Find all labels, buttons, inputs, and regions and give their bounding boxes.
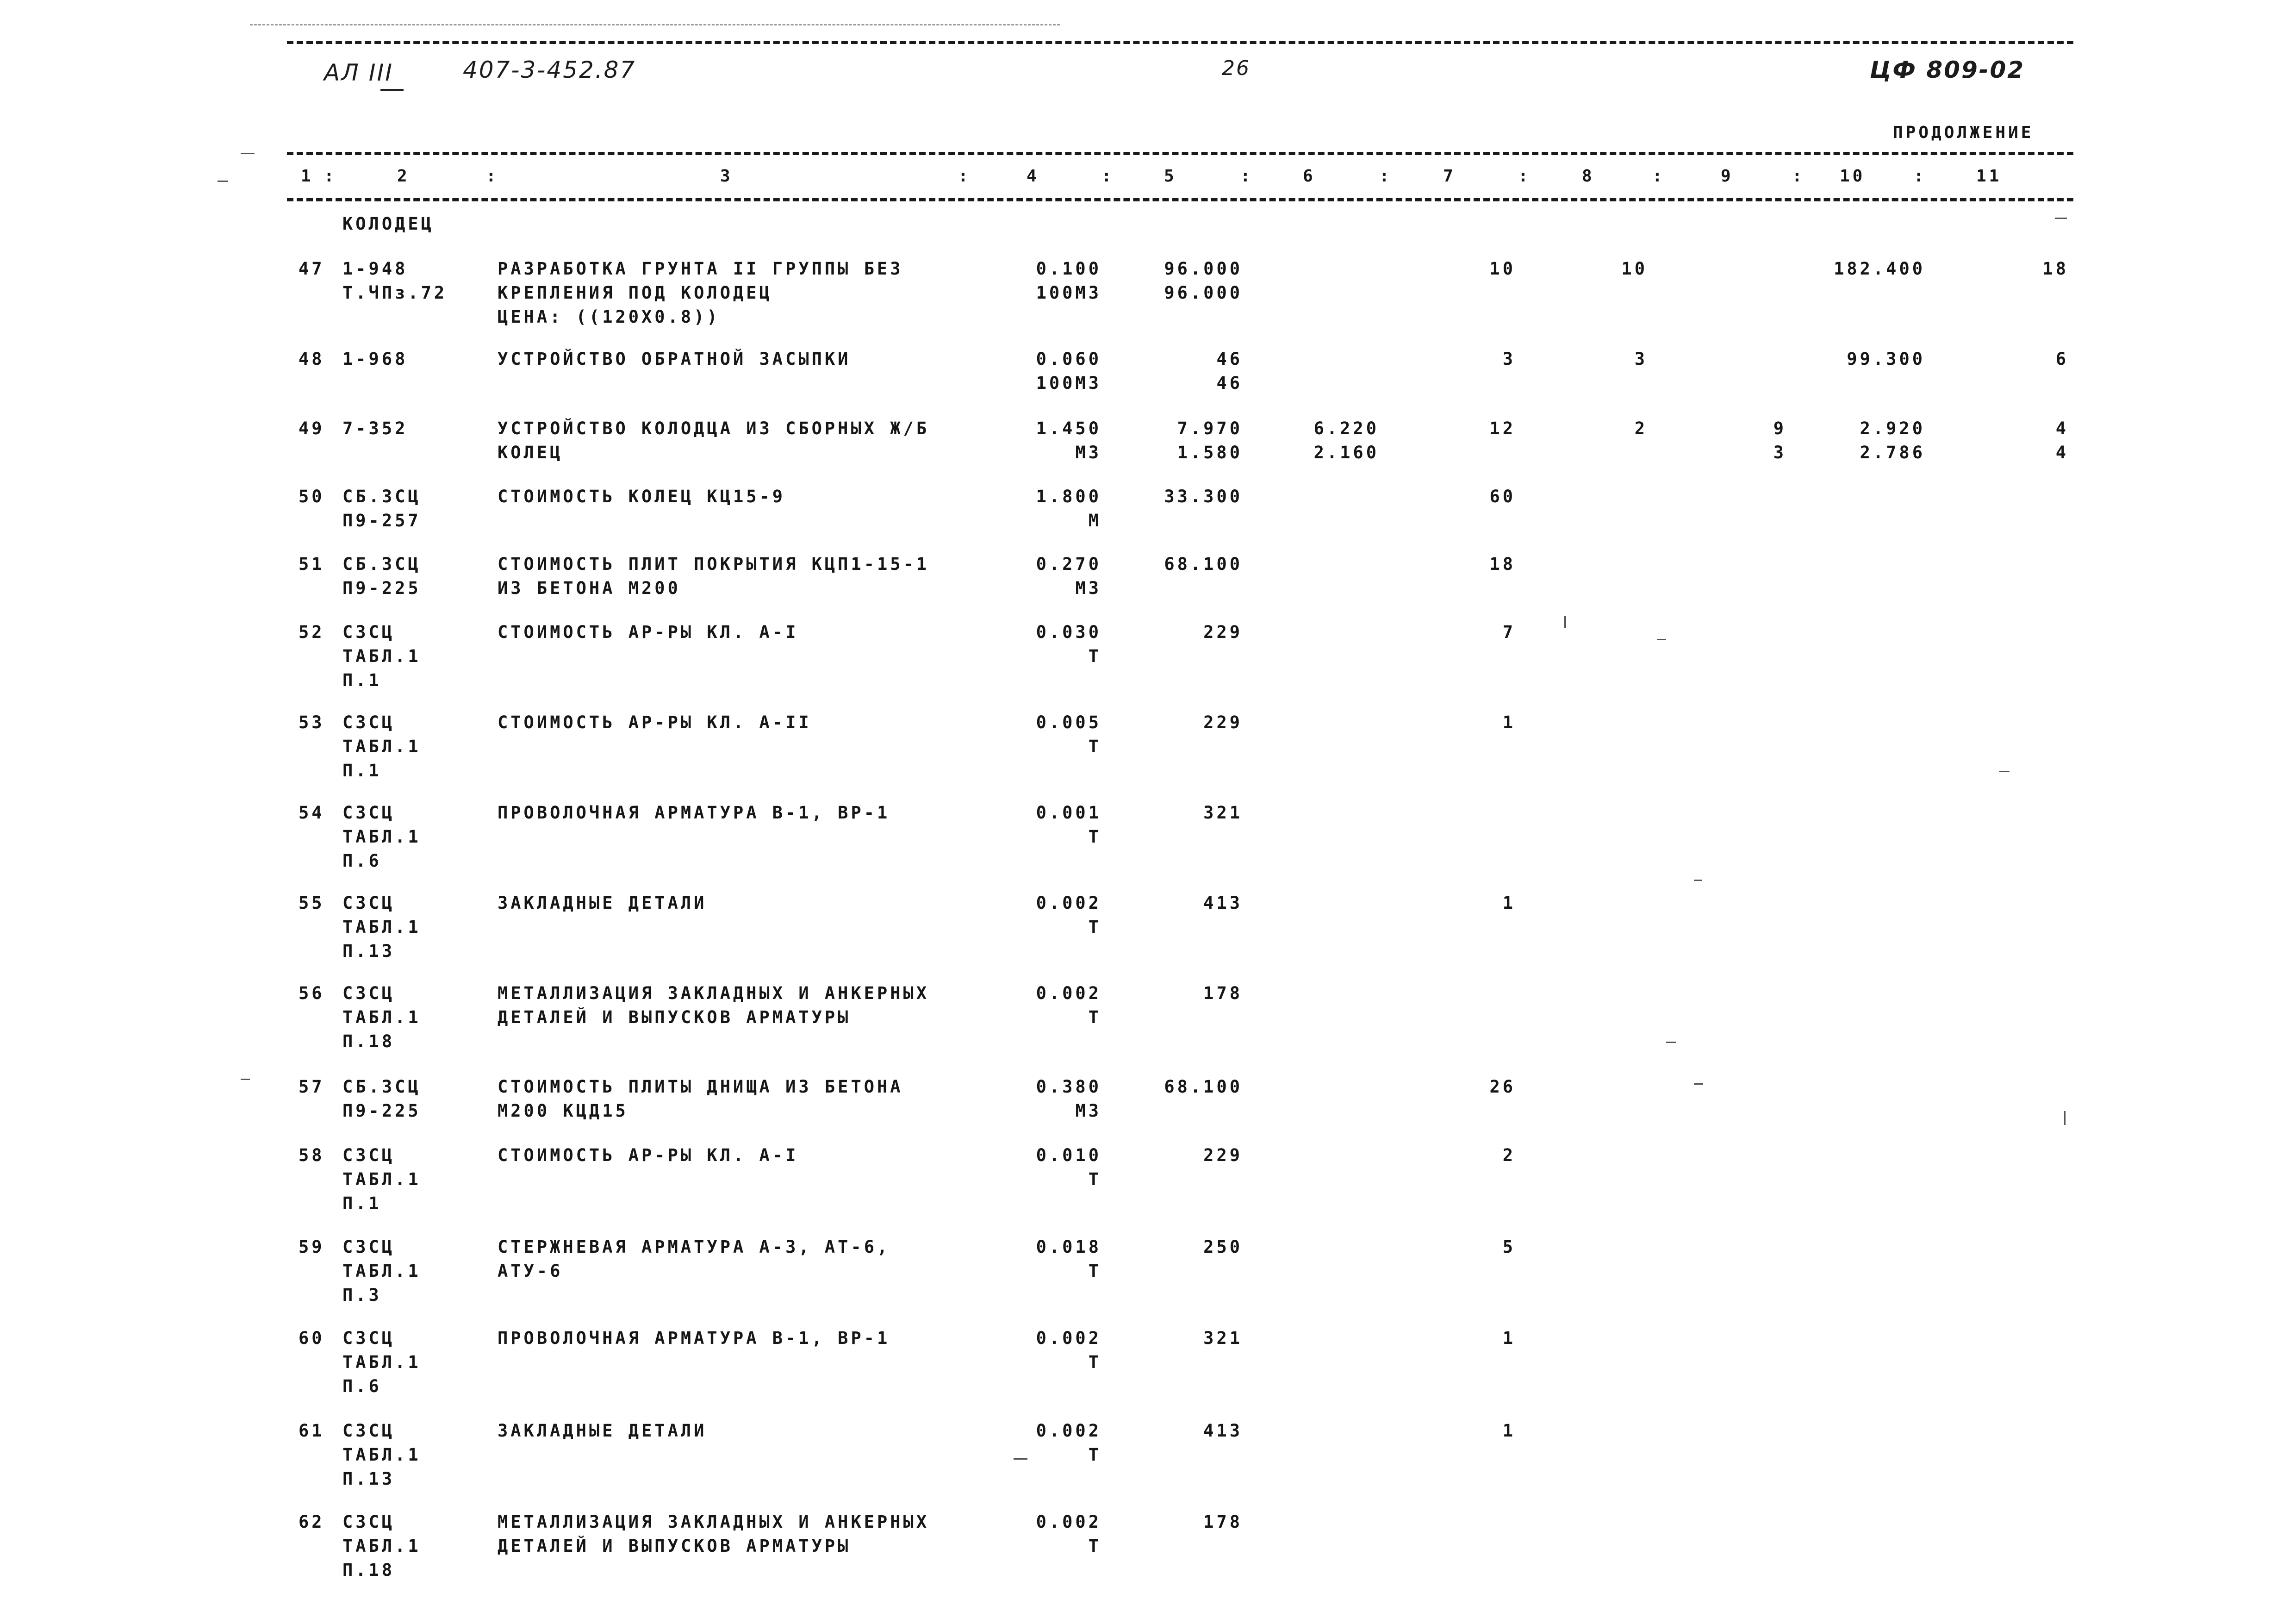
row-number: 50 xyxy=(299,487,325,506)
work-name: ПРОВОЛОЧНАЯ АРМАТУРА В-1, ВР-1 xyxy=(498,1328,890,1348)
quantity: 0.380 М3 xyxy=(1036,1077,1101,1121)
scan-speck xyxy=(1694,880,1702,881)
quantity: 0.060 100М3 xyxy=(1036,349,1101,393)
unit-price: 68.100 xyxy=(1164,554,1243,574)
rate-code: С3СЦ ТАБЛ.1 П.6 xyxy=(342,1328,421,1396)
document-code: ЦФ 809-02 xyxy=(1870,56,2025,83)
col10-value: 99.300 xyxy=(1847,349,1925,369)
col-sep: : xyxy=(958,167,971,186)
scan-speck xyxy=(1999,771,2010,772)
col11-value: 4 4 xyxy=(2055,418,2069,462)
scan-speck xyxy=(1666,1042,1676,1043)
work-name: ЗАКЛАДНЫЕ ДЕТАЛИ xyxy=(498,893,707,913)
unit-price: 96.000 96.000 xyxy=(1164,259,1243,303)
col7-value: 1 xyxy=(1502,893,1516,913)
col7-value: 1 xyxy=(1502,712,1516,732)
col-9: 9 xyxy=(1721,167,1734,186)
rate-code: 1-948 Т.ЧПз.72 xyxy=(342,259,448,303)
quantity: 1.800 М xyxy=(1036,487,1101,531)
scan-speck xyxy=(1014,1458,1027,1460)
row-number: 56 xyxy=(299,983,325,1003)
rate-code: СБ.3СЦ П9-225 xyxy=(342,554,421,598)
rate-code: С3СЦ ТАБЛ.1 П.18 xyxy=(342,983,421,1051)
work-name: СТЕРЖНЕВАЯ АРМАТУРА А-3, АТ-6, АТУ-6 xyxy=(498,1237,890,1281)
col6-value: 6.220 2.160 xyxy=(1313,418,1379,462)
quantity: 0.270 М3 xyxy=(1036,554,1101,598)
unit-price: 229 xyxy=(1203,712,1243,732)
unit-price: 229 xyxy=(1203,622,1243,642)
col7-value: 5 xyxy=(1502,1237,1516,1257)
quantity: 0.005 Т xyxy=(1036,712,1101,756)
col11-value: 6 xyxy=(2055,349,2069,369)
project-number: 407-3-452.87 xyxy=(463,56,636,83)
col11-value: 18 xyxy=(2042,259,2069,279)
col-2: 2 xyxy=(397,167,410,186)
col8-value: 2 xyxy=(1634,418,1648,438)
rate-code: СБ.3СЦ П9-225 xyxy=(342,1077,421,1121)
rate-code: 1-968 xyxy=(342,349,408,369)
scan-speck xyxy=(2055,218,2067,219)
column-header-bottom-rule xyxy=(287,198,2073,201)
col8-value: 10 xyxy=(1621,259,1648,279)
row-number: 58 xyxy=(299,1145,325,1165)
col-1: 1 xyxy=(301,167,314,186)
row-number: 48 xyxy=(299,349,325,369)
row-number: 52 xyxy=(299,622,325,642)
col-10: 10 xyxy=(1840,167,1866,186)
row-number: 54 xyxy=(299,803,325,823)
unit-price: 229 xyxy=(1203,1145,1243,1165)
quantity: 0.018 Т xyxy=(1036,1237,1101,1281)
work-name: МЕТАЛЛИЗАЦИЯ ЗАКЛАДНЫХ И АНКЕРНЫХ ДЕТАЛЕЙ И ВЫПУСКОВ АРМАТУРЫ xyxy=(498,1512,930,1556)
unit-price: 33.300 xyxy=(1164,487,1243,506)
unit-price: 413 xyxy=(1203,893,1243,913)
unit-price: 178 xyxy=(1203,983,1243,1003)
header-top-rule xyxy=(287,41,2073,44)
quantity: 0.002 Т xyxy=(1036,983,1101,1027)
continuation-label: ПРОДОЛЖЕНИЕ xyxy=(1893,123,2034,142)
unit-price: 250 xyxy=(1203,1237,1243,1257)
quantity: 0.002 Т xyxy=(1036,893,1101,937)
col-7: 7 xyxy=(1443,167,1456,186)
col-3: 3 xyxy=(720,167,733,186)
work-name: ЗАКЛАДНЫЕ ДЕТАЛИ xyxy=(498,1421,707,1441)
album-label: АЛ III xyxy=(324,59,393,86)
work-name: СТОИМОСТЬ АР-РЫ КЛ. А-II xyxy=(498,712,812,732)
rate-code: С3СЦ ТАБЛ.1 П.18 xyxy=(342,1512,421,1580)
row-number: 51 xyxy=(299,554,325,574)
scan-speck xyxy=(218,181,228,182)
scan-speck xyxy=(1694,1083,1703,1085)
work-name: МЕТАЛЛИЗАЦИЯ ЗАКЛАДНЫХ И АНКЕРНЫХ ДЕТАЛЕЙ И ВЫПУСКОВ АРМАТУРЫ xyxy=(498,983,930,1027)
col9-value: 9 3 xyxy=(1773,418,1786,462)
col-sep: : xyxy=(1379,167,1392,186)
col8-value: 3 xyxy=(1634,349,1648,369)
quantity: 0.002 Т xyxy=(1036,1421,1101,1465)
rate-code: С3СЦ ТАБЛ.1 П.3 xyxy=(342,1237,421,1305)
rate-code: С3СЦ ТАБЛ.1 П.13 xyxy=(342,893,421,961)
work-name: СТОИМОСТЬ ПЛИТ ПОКРЫТИЯ КЦП1-15-1 ИЗ БЕТОНА М200 xyxy=(498,554,930,598)
quantity: 0.002 Т xyxy=(1036,1512,1101,1556)
work-name: УСТРОЙСТВО КОЛОДЦА ИЗ СБОРНЫХ Ж/Б КОЛЕЦ xyxy=(498,418,930,462)
quantity: 1.450 М3 xyxy=(1036,418,1101,462)
col7-value: 18 xyxy=(1489,554,1516,574)
rate-code: 7-352 xyxy=(342,418,408,438)
work-name: ПРОВОЛОЧНАЯ АРМАТУРА В-1, ВР-1 xyxy=(498,803,890,823)
col-sep: : xyxy=(486,167,499,186)
work-name: СТОИМОСТЬ ПЛИТЫ ДНИЩА ИЗ БЕТОНА М200 КЦД15 xyxy=(498,1077,903,1121)
col-6: 6 xyxy=(1303,167,1316,186)
col7-value: 1 xyxy=(1502,1328,1516,1348)
col10-value: 182.400 xyxy=(1834,259,1925,279)
quantity: 0.001 Т xyxy=(1036,803,1101,847)
work-name: СТОИМОСТЬ КОЛЕЦ КЦ15-9 xyxy=(498,487,786,506)
scan-speck xyxy=(241,1079,250,1080)
col10-value: 2.920 2.786 xyxy=(1860,418,1925,462)
col-sep: : xyxy=(1792,167,1805,186)
col-8: 8 xyxy=(1582,167,1595,186)
col7-value: 26 xyxy=(1489,1077,1516,1097)
row-number: 57 xyxy=(299,1077,325,1097)
col-sep: : xyxy=(1914,167,1927,186)
section-title: КОЛОДЕЦ xyxy=(342,214,434,234)
rate-code: СБ.3СЦ П9-257 xyxy=(342,487,421,531)
album-underline xyxy=(380,89,404,91)
col-sep: : xyxy=(1652,167,1665,186)
row-number: 62 xyxy=(299,1512,325,1532)
col7-value: 7 xyxy=(1502,622,1516,642)
scan-speck xyxy=(1657,639,1666,640)
rate-code: С3СЦ ТАБЛ.1 П.13 xyxy=(342,1421,421,1489)
row-number: 59 xyxy=(299,1237,325,1257)
work-name: УСТРОЙСТВО ОБРАТНОЙ ЗАСЫПКИ xyxy=(498,349,851,369)
scan-speck xyxy=(241,153,255,154)
col-sep: : xyxy=(1101,167,1114,186)
work-name: СТОИМОСТЬ АР-РЫ КЛ. А-I xyxy=(498,1145,799,1165)
work-name: РАЗРАБОТКА ГРУНТА II ГРУППЫ БЕЗ КРЕПЛЕНИЯ ПОД КОЛОДЕЦ ЦЕНА: ((120Х0.8)) xyxy=(498,259,903,327)
rate-code: С3СЦ ТАБЛ.1 П.1 xyxy=(342,712,421,781)
col-sep: : xyxy=(324,167,337,186)
scan-speck xyxy=(1564,616,1566,628)
scan-speck xyxy=(2064,1111,2066,1125)
row-number: 60 xyxy=(299,1328,325,1348)
column-header-top-rule xyxy=(287,152,2073,155)
row-number: 47 xyxy=(299,259,325,279)
unit-price: 46 46 xyxy=(1216,349,1243,393)
rate-code: С3СЦ ТАБЛ.1 П.6 xyxy=(342,803,421,871)
row-number: 55 xyxy=(299,893,325,913)
quantity: 0.010 Т xyxy=(1036,1145,1101,1189)
quantity: 0.030 Т xyxy=(1036,622,1101,666)
col-sep: : xyxy=(1518,167,1531,186)
col-4: 4 xyxy=(1027,167,1039,186)
col-sep: : xyxy=(1240,167,1253,186)
page-number: 26 xyxy=(1222,56,1251,80)
unit-price: 321 xyxy=(1203,803,1243,823)
quantity: 0.002 Т xyxy=(1036,1328,1101,1372)
unit-price: 68.100 xyxy=(1164,1077,1243,1097)
unit-price: 7.970 1.580 xyxy=(1177,418,1243,462)
row-number: 53 xyxy=(299,712,325,732)
col7-value: 1 xyxy=(1502,1421,1516,1441)
col-11: 11 xyxy=(1976,167,2002,186)
col7-value: 60 xyxy=(1489,487,1516,506)
col-5: 5 xyxy=(1164,167,1177,186)
rate-code: С3СЦ ТАБЛ.1 П.1 xyxy=(342,1145,421,1213)
work-name: СТОИМОСТЬ АР-РЫ КЛ. А-I xyxy=(498,622,799,642)
quantity: 0.100 100М3 xyxy=(1036,259,1101,303)
scan-artifact-top xyxy=(250,24,1060,25)
unit-price: 413 xyxy=(1203,1421,1243,1441)
rate-code: С3СЦ ТАБЛ.1 П.1 xyxy=(342,622,421,690)
col7-value: 3 xyxy=(1502,349,1516,369)
row-number: 61 xyxy=(299,1421,325,1441)
col7-value: 2 xyxy=(1502,1145,1516,1165)
col7-value: 12 xyxy=(1489,418,1516,438)
col7-value: 10 xyxy=(1489,259,1516,279)
row-number: 49 xyxy=(299,418,325,438)
unit-price: 321 xyxy=(1203,1328,1243,1348)
unit-price: 178 xyxy=(1203,1512,1243,1532)
